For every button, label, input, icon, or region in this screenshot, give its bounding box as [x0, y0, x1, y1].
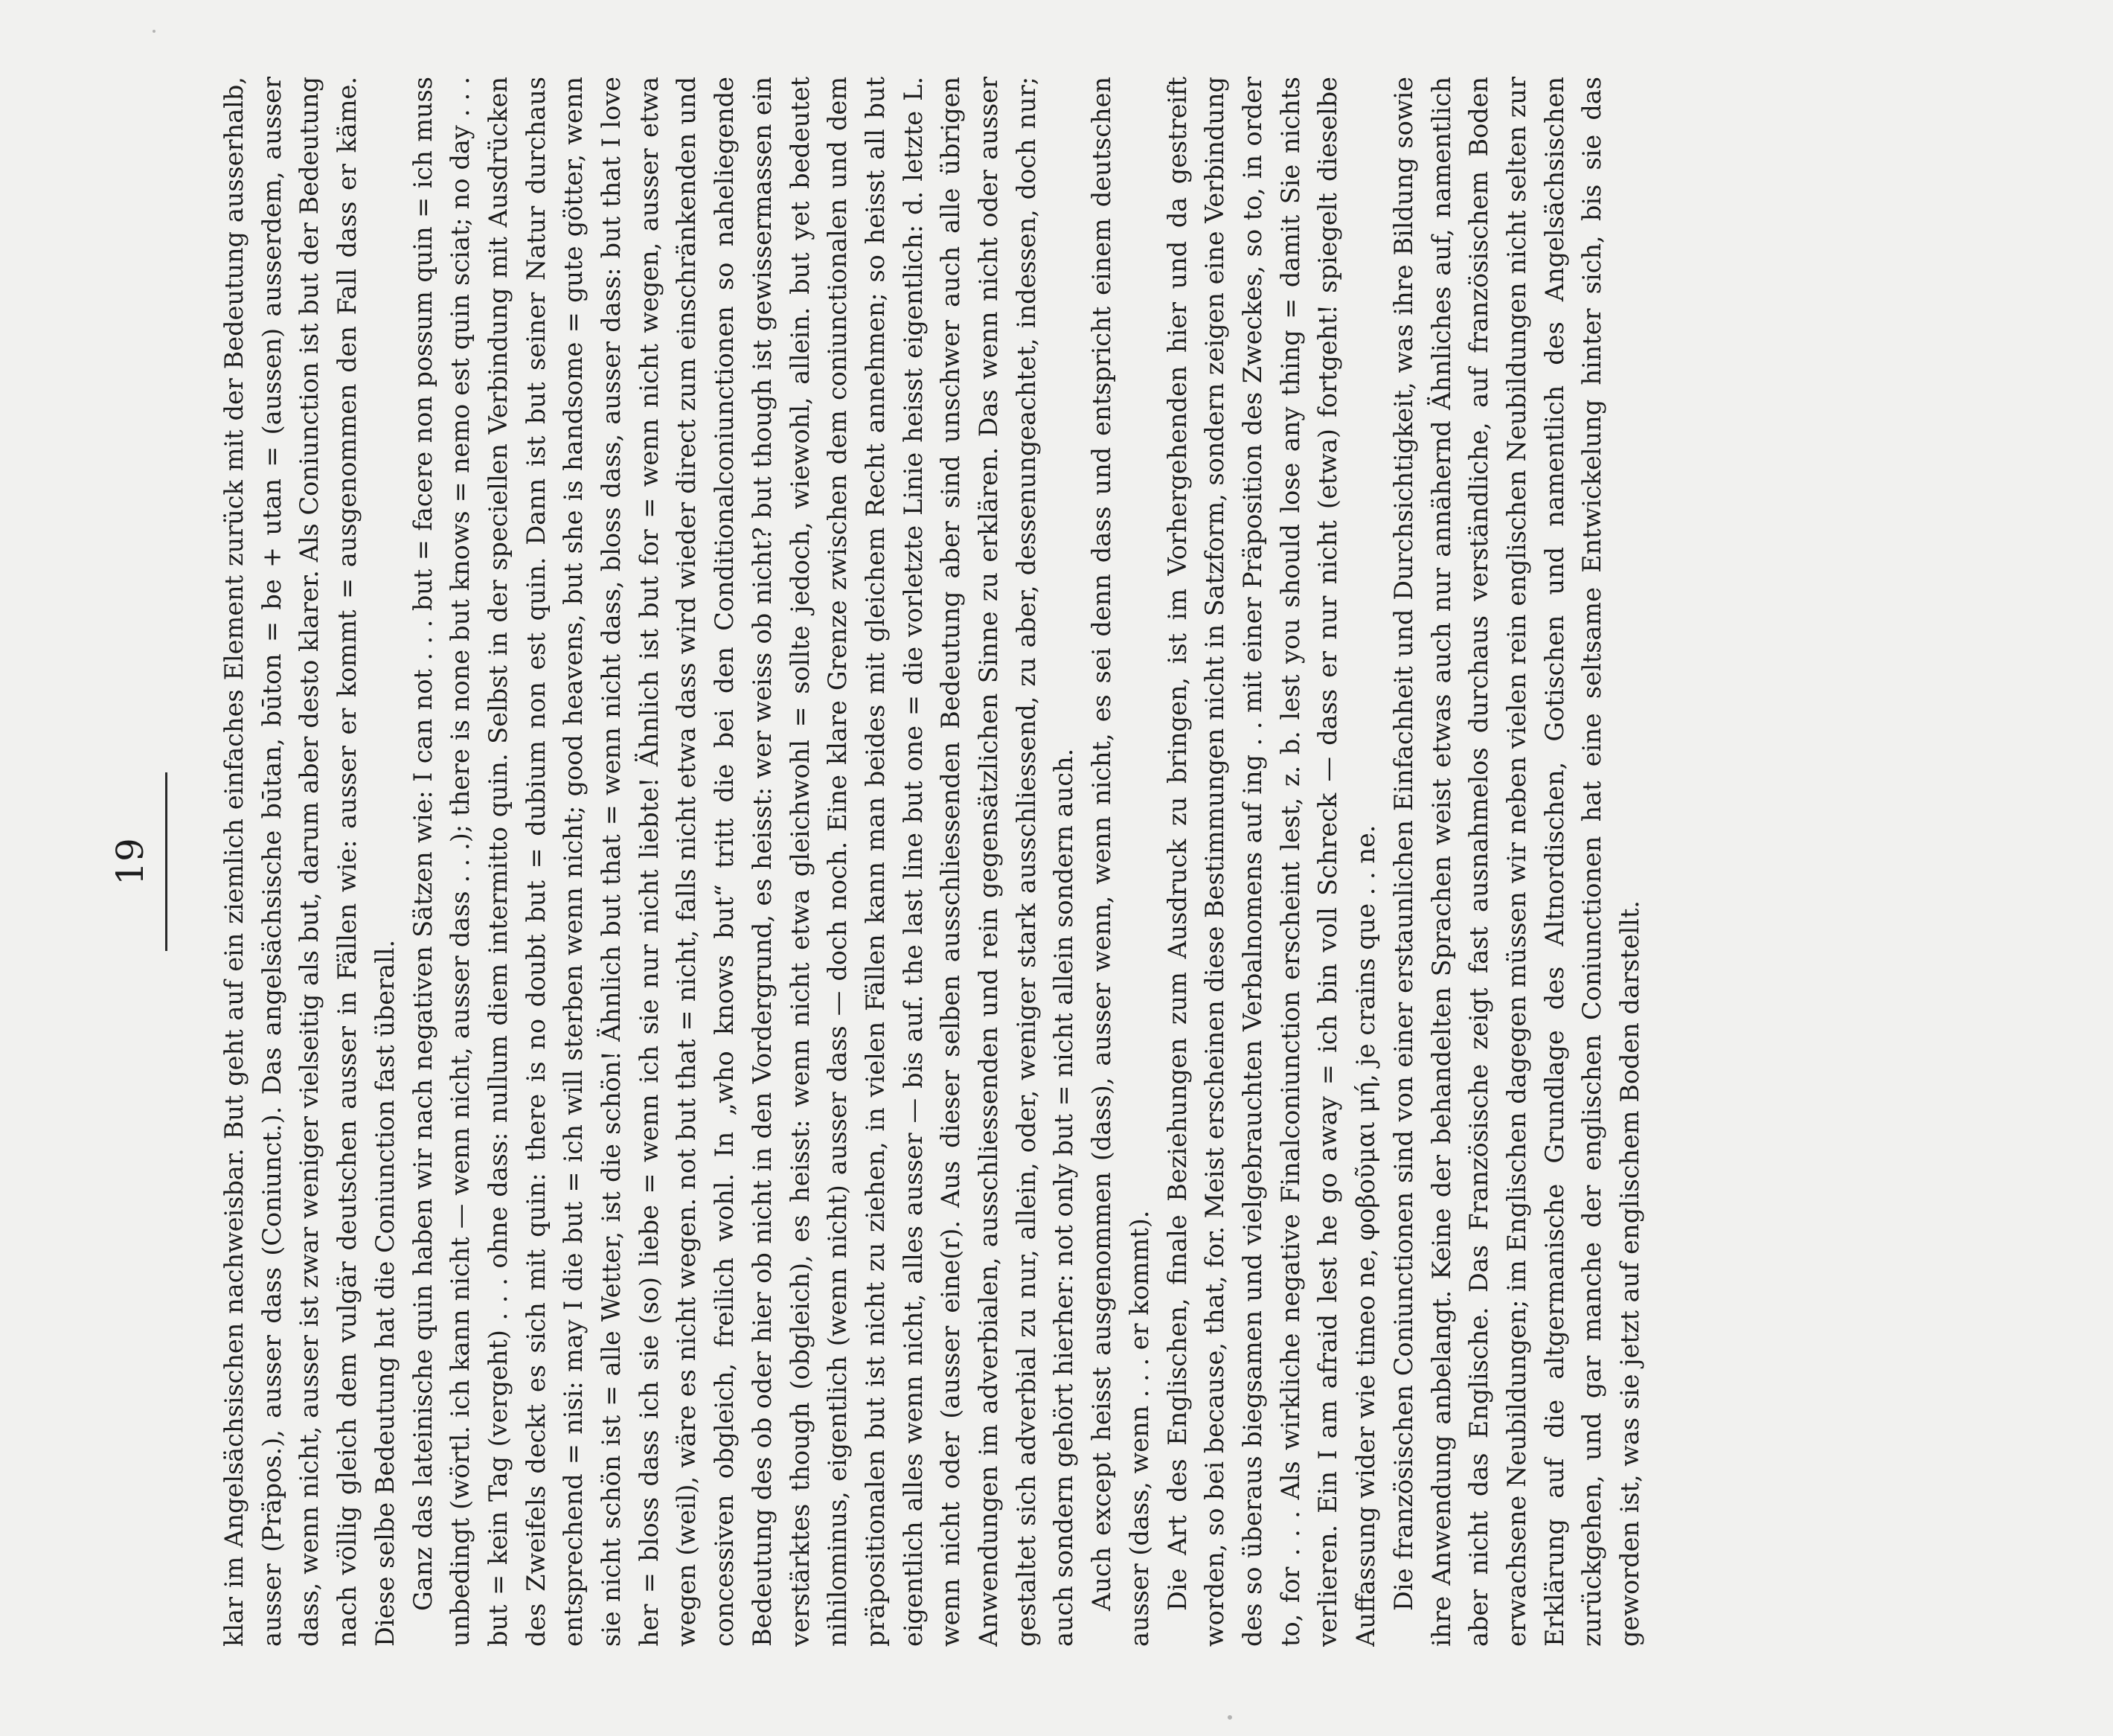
body-text	[216, 77, 1964, 1647]
paragraph-french-conjunctions: Die französischen Coniunctionen sind von einer erstaunlichen Einfachheit und Durchsichtigkeit, was ihre Bildung sowie ihre Anwendung anbelangt. Keine der behandelten Sprachen weist etwas auch nur annähernd Ähnliches auf, namentlich aber nicht das Englische. Das Französische zeigt fast ausnahmelos durchaus verständliche, auf französischem Boden erwachsene Neubildungen; im Englischen dagegen müssen wir neben vielen rein englischen Neubildungen nicht selten zur Erklärung auf die altgermanische Grundlage des Altnordischen, Gotischen und namentlich des Angelsächsischen zurückgehen, und gar manche der englischen Coniunctionen hat eine seltsame Entwickelung hinter sich, bis sie das geworden ist, was sie jetzt auf englischem Boden darstellt.	[1388, 77, 1645, 1647]
paragraph-but-origin: klar im Angelsächsischen nachweisbar. But geht auf ein ziemlich einfaches Element zurück mit der Bedeutung ausserhalb, ausser (Präpos.), ausser dass (Coniunct.). Das angelsächsische būtan, būton = be + utan = (aussen) ausserdem, ausser dass, wenn nicht, ausser ist zwar weniger vielseitig als but, darum aber desto klarer. Als Coniunction ist but der Bedeutung nach völlig gleich dem vulgär deutschen ausser in Fällen wie: ausser er kommt = ausgenommen den Fall dass er käme. Diese selbe Bedeutung hat die Coniunction fast überall.	[219, 77, 400, 1647]
scan-speck	[1228, 1715, 1232, 1720]
paragraph-except: Auch except heisst ausgenommen (dass), ausser wenn, wenn nicht, es sei denn dass und entspricht einem deutschen ausser (dass, wenn . . . er kommt).	[1087, 77, 1154, 1647]
page-number: 19	[109, 838, 152, 885]
rotated-page-content	[104, 77, 1964, 1647]
scan-speck	[153, 30, 155, 33]
paragraph-quin: Ganz das lateinische quin haben wir nach negativen Sätzen wie: I can not . . . but = facere non possum quin = ich muss unbedingt (wörtl. ich kann nicht — wenn nicht, ausser dass . . .); there is none but knows = nemo est quin sciat; no day . . . but = kein Tag (vergeht) . . . ohne dass: nullum diem intermitto quin. Selbst in der speciellen Verbindung mit Ausdrücken des Zweifels deckt es sich mit quin: there is no doubt but = dubium non est quin. Dann ist but seiner Natur durchaus entsprechend = nisi: may I die but = ich will sterben wenn nicht; good heavens, but she is handsome = gute götter, wenn sie nicht schön ist = alle Wetter, ist die schön! Ähnlich but that = wenn nicht dass, bloss dass, ausser dass: but that I love her = bloss dass ich sie (so) liebe = wenn ich sie nur nicht liebte! Ähnlich ist but for = wenn nicht wegen, ausser etwa wegen (weil), wäre es nicht wegen. not but that = nicht, falls nicht etwa dass wird wieder direct zum einschränkenden und concessiven obgleich, freilich wohl. In „who knows but“ tritt die bei den Conditionalconiunctionen so naheliegende Bedeutung des ob oder hier ob nicht in den Vordergrund, es heisst: wer weiss ob nicht? but though ist gewissermassen ein verstärktes though (obgleich), es heisst: wenn nicht etwa gleichwohl = sollte jedoch, wiewohl, allein. but yet bedeutet nihilominus, eigentlich (wenn nicht) ausser dass — doch noch. Eine klare Grenze zwischen dem coniunctionalen und dem präpositionalen but ist nicht zu ziehen, in vielen Fällen kann man beides mit gleichem Recht annehmen; so heisst all but eigentlich alles wenn nicht, alles ausser — bis auf. the last line but one = die vorletzte Linie heisst eigentlich: d. letzte L. wenn nicht oder (ausser eine(r). Aus dieser selben ausschliessenden Bedeutung aber sind unschwer auch alle übrigen Anwendungen im adverbialen, ausschliessenden und rein gegensätzlichen Sinne zu erklären. Das wenn nicht oder ausser gestaltet sich adverbial zu nur, allein, oder, weniger stark ausschliessend, zu aber, dessenungeachtet, indessen, doch nur; auch sondern gehört hierher: not only but = nicht allein sondern auch.	[408, 77, 1079, 1647]
header-rule	[165, 772, 167, 951]
paragraph-final-relations: Die Art des Englischen, finale Beziehungen zum Ausdruck zu bringen, ist im Vorhergehenden hier und da gestreift worden, so bei because, that, for. Meist erscheinen diese Bestimmungen nicht in Satzform, sondern zeigen eine Verbindung des so überaus biegsamen und vielgebrauchten Verbalnomens auf ing . . mit einer Präposition des Zweckes, so to, in order to, for . . . Als wirkliche negative Finalconiunction erscheint lest, z. b. lest you should lose any thing = damit Sie nichts verlieren. Ein I am afraid lest he go away = ich bin voll Schreck — dass er nur nicht (etwa) fortgeht! spiegelt dieselbe Auffassung wider wie timeo ne, φοβοῦμαι μή, je crains que . . ne.	[1162, 77, 1381, 1647]
